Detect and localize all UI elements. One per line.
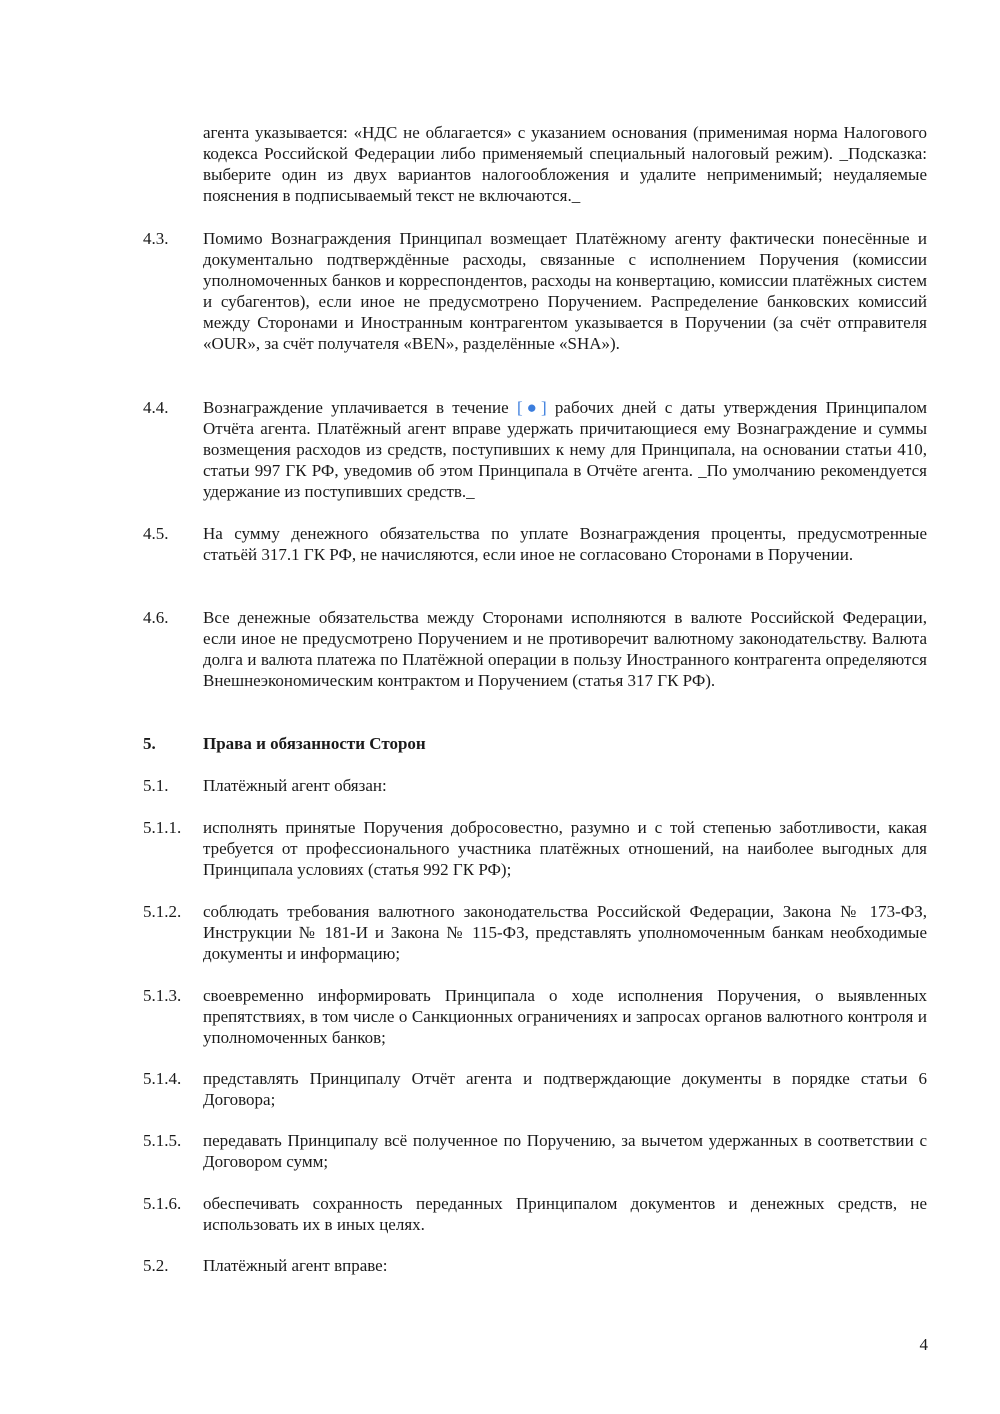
paragraph-text: исполнять принятые Поручения добросовестно, разумно и с той степенью заботливости, какая требуется от профессионального участника платёжных отношений, на наиболее выгодных для Принципала условиях (статья 992 ГК РФ); xyxy=(203,818,927,879)
paragraph-number: 4.5. xyxy=(143,524,169,543)
paragraph-number: 4.6. xyxy=(143,608,169,627)
paragraph-5-1-1 xyxy=(143,817,927,880)
paragraph-number: 5.1. xyxy=(143,776,169,795)
paragraph-number: 5.1.1. xyxy=(143,818,182,837)
paragraph-text: На сумму денежного обязательства по уплате Вознаграждения проценты, предусмотренные статьёй 317.1 ГК РФ, не начисляются, если иное не согласовано Сторонами в Поручении. xyxy=(203,524,927,564)
paragraph-number: 5.2. xyxy=(143,1256,169,1275)
paragraph-4-6 xyxy=(143,607,927,691)
paragraph-text-after: рабочих дней с даты утверждения Принципалом Отчёта агента. Платёжный агент вправе удержать причитающиеся ему Вознаграждение и суммы возмещения расходов из средств, поступивших к нему для Принципала, на основании статьи 410, статьи 997 ГК РФ, уведомив об этом Принципала в Отчёте агента. _По умолчанию рекомендуется удержание из поступивших средств._ xyxy=(203,398,928,501)
paragraph-number: 4.3. xyxy=(143,229,169,248)
paragraph-number: 5.1.4. xyxy=(143,1069,182,1088)
section-5-heading xyxy=(143,733,927,754)
paragraph-text: своевременно информировать Принципала о ходе исполнения Поручения, о выявленных препятствиях, в том числе о Санкционных ограничениях и запросах органов валютного контроля и уполномоченных банков; xyxy=(203,986,927,1047)
paragraph-5-1-6 xyxy=(143,1193,927,1235)
paragraph-text: передавать Принципалу всё полученное по Поручению, за вычетом удержанных в соответствии с Договором сумм; xyxy=(203,1131,927,1171)
paragraph-text: Платёжный агент вправе: xyxy=(203,1256,388,1275)
paragraph-text: Помимо Вознаграждения Принципал возмещает Платёжному агенту фактически понесённые и документально подтверждённые расходы, связанные с исполнением Поручения (комиссии уполномоченных банков и корреспондентов, расходы на конвертацию, комиссии платёжных систем и субагентов), если иное не предусмотрено Поручением. Распределение банковских комиссий между Сторонами и Иностранным контрагентом указывается в Поручении (за счёт отправителя «OUR», за счёт получателя «BEN», разделённые «SHA»). xyxy=(203,229,927,353)
paragraph-number: 5.1.6. xyxy=(143,1194,182,1213)
paragraph-text: агента указывается: «НДС не облагается» с указанием основания (применимая норма Налогового кодекса Российской Федерации либо применяемый специальный налоговый режим). _Подсказка: выберите один из двух вариантов налогообложения и удалите неприменимый; неудаляемые пояснения в подписываемый текст не включаются._ xyxy=(203,123,927,205)
paragraph-text: обеспечивать сохранность переданных Принципалом документов и денежных средств, не использовать их в иных целях. xyxy=(203,1194,927,1234)
paragraph-5-1-3 xyxy=(143,985,927,1048)
section-title: Права и обязанности Сторон xyxy=(203,734,426,753)
page-number: 4 xyxy=(919,1335,928,1354)
paragraph-text: соблюдать требования валютного законодательства Российской Федерации, Закона № 173-ФЗ, Инструкции № 181-И и Закона № 115-ФЗ, представлять уполномоченным банкам необходимые документы и информацию; xyxy=(203,902,927,963)
paragraph-number: 4.4. xyxy=(143,398,169,417)
paragraph-5-1-5 xyxy=(143,1130,927,1172)
paragraph-number: 5.1.2. xyxy=(143,902,182,921)
paragraph-number: 5.1.3. xyxy=(143,986,182,1005)
paragraph-text-before: Вознаграждение уплачивается в течение xyxy=(203,398,509,417)
section-number: 5. xyxy=(143,734,156,753)
paragraph-5-2 xyxy=(143,1255,927,1276)
paragraph-5-1-4 xyxy=(143,1068,927,1110)
paragraph-5-1-2 xyxy=(143,901,927,964)
paragraph-5-1 xyxy=(143,775,927,796)
paragraph-text: Все денежные обязательства между Сторонами исполняются в валюте Российской Федерации, если иное не предусмотрено Поручением и не противоречит валютному законодательству. Валюта долга и валюта платежа по Платёжной операции в пользу Иностранного контрагента определяются Внешнеэкономическим контрактом и Поручением (статья 317 ГК РФ). xyxy=(203,608,927,690)
placeholder-marker: [●] xyxy=(516,398,547,417)
paragraph-number: 5.1.5. xyxy=(143,1131,182,1150)
paragraph-text: представлять Принципалу Отчёт агента и подтверждающие документы в порядке статьи 6 Договора; xyxy=(203,1069,927,1109)
paragraph-4-4 xyxy=(143,397,927,502)
paragraph-4-5 xyxy=(143,523,927,565)
paragraph-4-2-continuation xyxy=(143,122,927,206)
paragraph-4-3 xyxy=(143,228,927,354)
paragraph-text: Платёжный агент обязан: xyxy=(203,776,387,795)
paragraph-text xyxy=(203,397,927,502)
